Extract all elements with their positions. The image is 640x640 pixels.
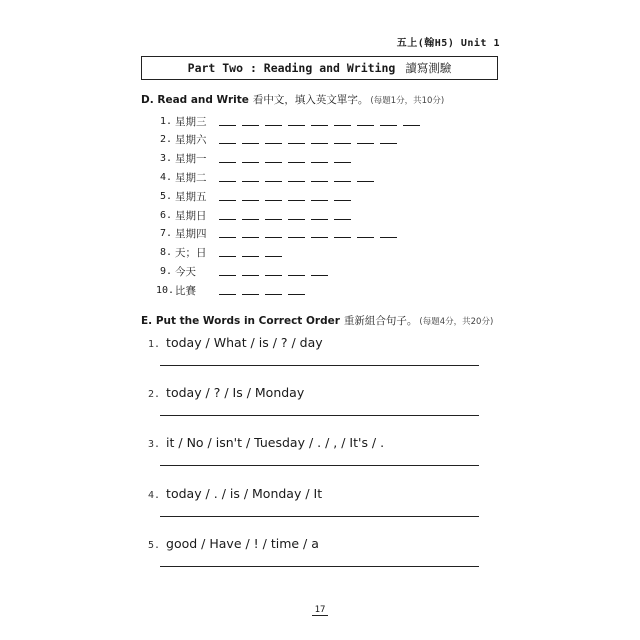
reorder-item <box>148 385 488 400</box>
letter-blank[interactable] <box>357 143 374 144</box>
vocab-item-number: 3. <box>159 153 172 165</box>
letter-blank[interactable] <box>265 125 282 126</box>
letter-blank[interactable] <box>242 256 259 257</box>
vocab-item-number: 4. <box>159 171 172 183</box>
letter-blank[interactable] <box>242 294 259 295</box>
letter-blank[interactable] <box>219 256 236 257</box>
section-d-label: D. Read and Write <box>141 94 249 106</box>
letter-blank[interactable] <box>334 200 351 201</box>
letter-blank[interactable] <box>380 237 397 238</box>
reorder-words: good / Have / ! / time / a <box>166 535 319 551</box>
vocab-item-chinese: 比賽 <box>175 284 196 297</box>
answer-line[interactable] <box>160 516 479 517</box>
reorder-prompt <box>148 435 488 450</box>
letter-blank[interactable] <box>311 125 328 126</box>
reorder-item-number: 2. <box>148 389 161 401</box>
letter-blanks[interactable] <box>219 211 357 220</box>
letter-blank[interactable] <box>219 294 236 295</box>
letter-blank[interactable] <box>357 181 374 182</box>
letter-blank[interactable] <box>265 162 282 163</box>
vocab-item <box>156 151 357 167</box>
letter-blank[interactable] <box>288 200 305 201</box>
letter-blank[interactable] <box>242 162 259 163</box>
letter-blanks[interactable] <box>219 117 426 126</box>
letter-blank[interactable] <box>242 219 259 220</box>
letter-blanks[interactable] <box>219 248 288 257</box>
vocab-item-number: 6. <box>159 209 172 221</box>
running-head: 五上(翰H5) Unit 1 <box>396 38 500 49</box>
reorder-item-number: 5. <box>148 539 161 551</box>
vocab-item <box>156 207 357 223</box>
answer-line[interactable] <box>160 566 479 567</box>
part-title-box <box>141 56 498 80</box>
vocab-item-chinese: 星期四 <box>175 228 207 241</box>
answer-line[interactable] <box>160 465 479 466</box>
letter-blank[interactable] <box>334 125 351 126</box>
vocab-item-number: 8. <box>159 247 172 259</box>
letter-blank[interactable] <box>288 143 305 144</box>
part-title-chinese: 讀寫測驗 <box>405 61 452 75</box>
letter-blank[interactable] <box>219 200 236 201</box>
section-e-label: E. Put the Words in Correct Order <box>141 315 340 327</box>
letter-blank[interactable] <box>334 143 351 144</box>
letter-blank[interactable] <box>288 219 305 220</box>
vocab-item-number: 1. <box>159 115 172 127</box>
letter-blank[interactable] <box>242 200 259 201</box>
vocab-item <box>156 113 426 129</box>
letter-blank[interactable] <box>288 125 305 126</box>
reorder-words: today / What / is / ? / day <box>166 335 323 350</box>
letter-blank[interactable] <box>242 125 259 126</box>
letter-blank[interactable] <box>242 181 259 182</box>
vocab-item-chinese: 今天 <box>175 265 196 278</box>
letter-blank[interactable] <box>265 294 282 295</box>
vocab-item <box>156 132 403 148</box>
reorder-item-number: 3. <box>148 439 161 451</box>
vocab-item-chinese: 天；日 <box>175 247 207 260</box>
letter-blank[interactable] <box>357 237 374 238</box>
reorder-item <box>148 536 488 551</box>
answer-line[interactable] <box>160 365 479 366</box>
vocab-item-number: 5. <box>159 190 172 202</box>
letter-blank[interactable] <box>334 237 351 238</box>
letter-blanks[interactable] <box>219 286 311 295</box>
answer-line[interactable] <box>160 415 479 416</box>
reorder-item <box>148 435 488 450</box>
letter-blanks[interactable] <box>219 192 357 201</box>
reorder-words: it / No / isn't / Tuesday / . / , / It's / . <box>166 435 385 451</box>
letter-blank[interactable] <box>288 237 305 238</box>
letter-blank[interactable] <box>288 275 305 276</box>
vocab-item <box>156 263 334 279</box>
reorder-words: today / ? / Is / Monday <box>166 385 305 401</box>
vocab-item <box>156 169 380 185</box>
vocab-item <box>156 188 357 204</box>
vocab-item-chinese: 星期三 <box>175 115 207 128</box>
letter-blanks[interactable] <box>219 229 403 238</box>
letter-blank[interactable] <box>288 162 305 163</box>
letter-blank[interactable] <box>242 237 259 238</box>
letter-blanks[interactable] <box>219 154 357 163</box>
letter-blank[interactable] <box>219 219 236 220</box>
letter-blank[interactable] <box>265 256 282 257</box>
vocab-item-number: 10. <box>156 284 175 296</box>
letter-blank[interactable] <box>334 181 351 182</box>
vocab-item-number: 7. <box>159 228 172 240</box>
letter-blank[interactable] <box>265 200 282 201</box>
vocab-item <box>156 245 288 261</box>
letter-blank[interactable] <box>265 237 282 238</box>
letter-blanks[interactable] <box>219 267 334 276</box>
reorder-prompt <box>148 385 488 400</box>
vocab-item-number: 2. <box>159 134 172 146</box>
page-number-text: 17 <box>312 605 329 616</box>
letter-blank[interactable] <box>380 125 397 126</box>
letter-blank[interactable] <box>219 125 236 126</box>
letter-blank[interactable] <box>219 143 236 144</box>
vocab-item-chinese: 星期二 <box>175 171 207 184</box>
letter-blank[interactable] <box>311 143 328 144</box>
letter-blank[interactable] <box>242 275 259 276</box>
reorder-item-number: 1. <box>148 339 161 350</box>
letter-blank[interactable] <box>311 219 328 220</box>
letter-blank[interactable] <box>311 200 328 201</box>
section-e-instruction: 重新組合句子。 <box>343 315 418 327</box>
vocab-item-chinese: 星期六 <box>175 134 207 147</box>
vocab-item-chinese: 星期日 <box>175 209 207 222</box>
reorder-words: today / . / is / Monday / It <box>166 485 323 501</box>
letter-blank[interactable] <box>219 237 236 238</box>
letter-blank[interactable] <box>380 143 397 144</box>
letter-blank[interactable] <box>288 294 305 295</box>
part-title-english: Part Two : Reading and Writing <box>187 61 396 75</box>
section-e-note: (每題4分，共20分) <box>419 317 494 327</box>
letter-blank[interactable] <box>242 143 259 144</box>
vocab-item-number: 9. <box>159 265 172 277</box>
letter-blank[interactable] <box>288 181 305 182</box>
letter-blank[interactable] <box>334 162 351 163</box>
reorder-prompt <box>148 536 488 551</box>
reorder-prompt <box>148 335 488 350</box>
letter-blank[interactable] <box>311 237 328 238</box>
letter-blank[interactable] <box>403 125 420 126</box>
vocab-item <box>156 226 403 242</box>
letter-blank[interactable] <box>265 275 282 276</box>
letter-blank[interactable] <box>334 219 351 220</box>
reorder-item-number: 4. <box>148 489 161 501</box>
section-d-heading <box>141 92 444 107</box>
vocab-item-chinese: 星期一 <box>175 153 207 166</box>
letter-blank[interactable] <box>219 162 236 163</box>
reorder-item <box>148 486 488 501</box>
letter-blanks[interactable] <box>219 135 403 144</box>
letter-blank[interactable] <box>311 181 328 182</box>
letter-blank[interactable] <box>265 143 282 144</box>
letter-blank[interactable] <box>265 219 282 220</box>
letter-blank[interactable] <box>311 162 328 163</box>
vocab-item-chinese: 星期五 <box>175 190 207 203</box>
section-d-instruction: 看中文，填入英文單字。 <box>252 94 369 106</box>
page-number <box>0 597 640 616</box>
letter-blank[interactable] <box>219 275 236 276</box>
letter-blank[interactable] <box>265 181 282 182</box>
section-e-heading <box>141 313 493 328</box>
letter-blank[interactable] <box>357 125 374 126</box>
letter-blanks[interactable] <box>219 173 380 182</box>
section-d-note: (每題1分，共10分) <box>370 96 445 106</box>
reorder-item <box>148 335 488 350</box>
letter-blank[interactable] <box>219 181 236 182</box>
vocab-item <box>156 282 311 298</box>
reorder-prompt <box>148 486 488 501</box>
letter-blank[interactable] <box>311 275 328 276</box>
